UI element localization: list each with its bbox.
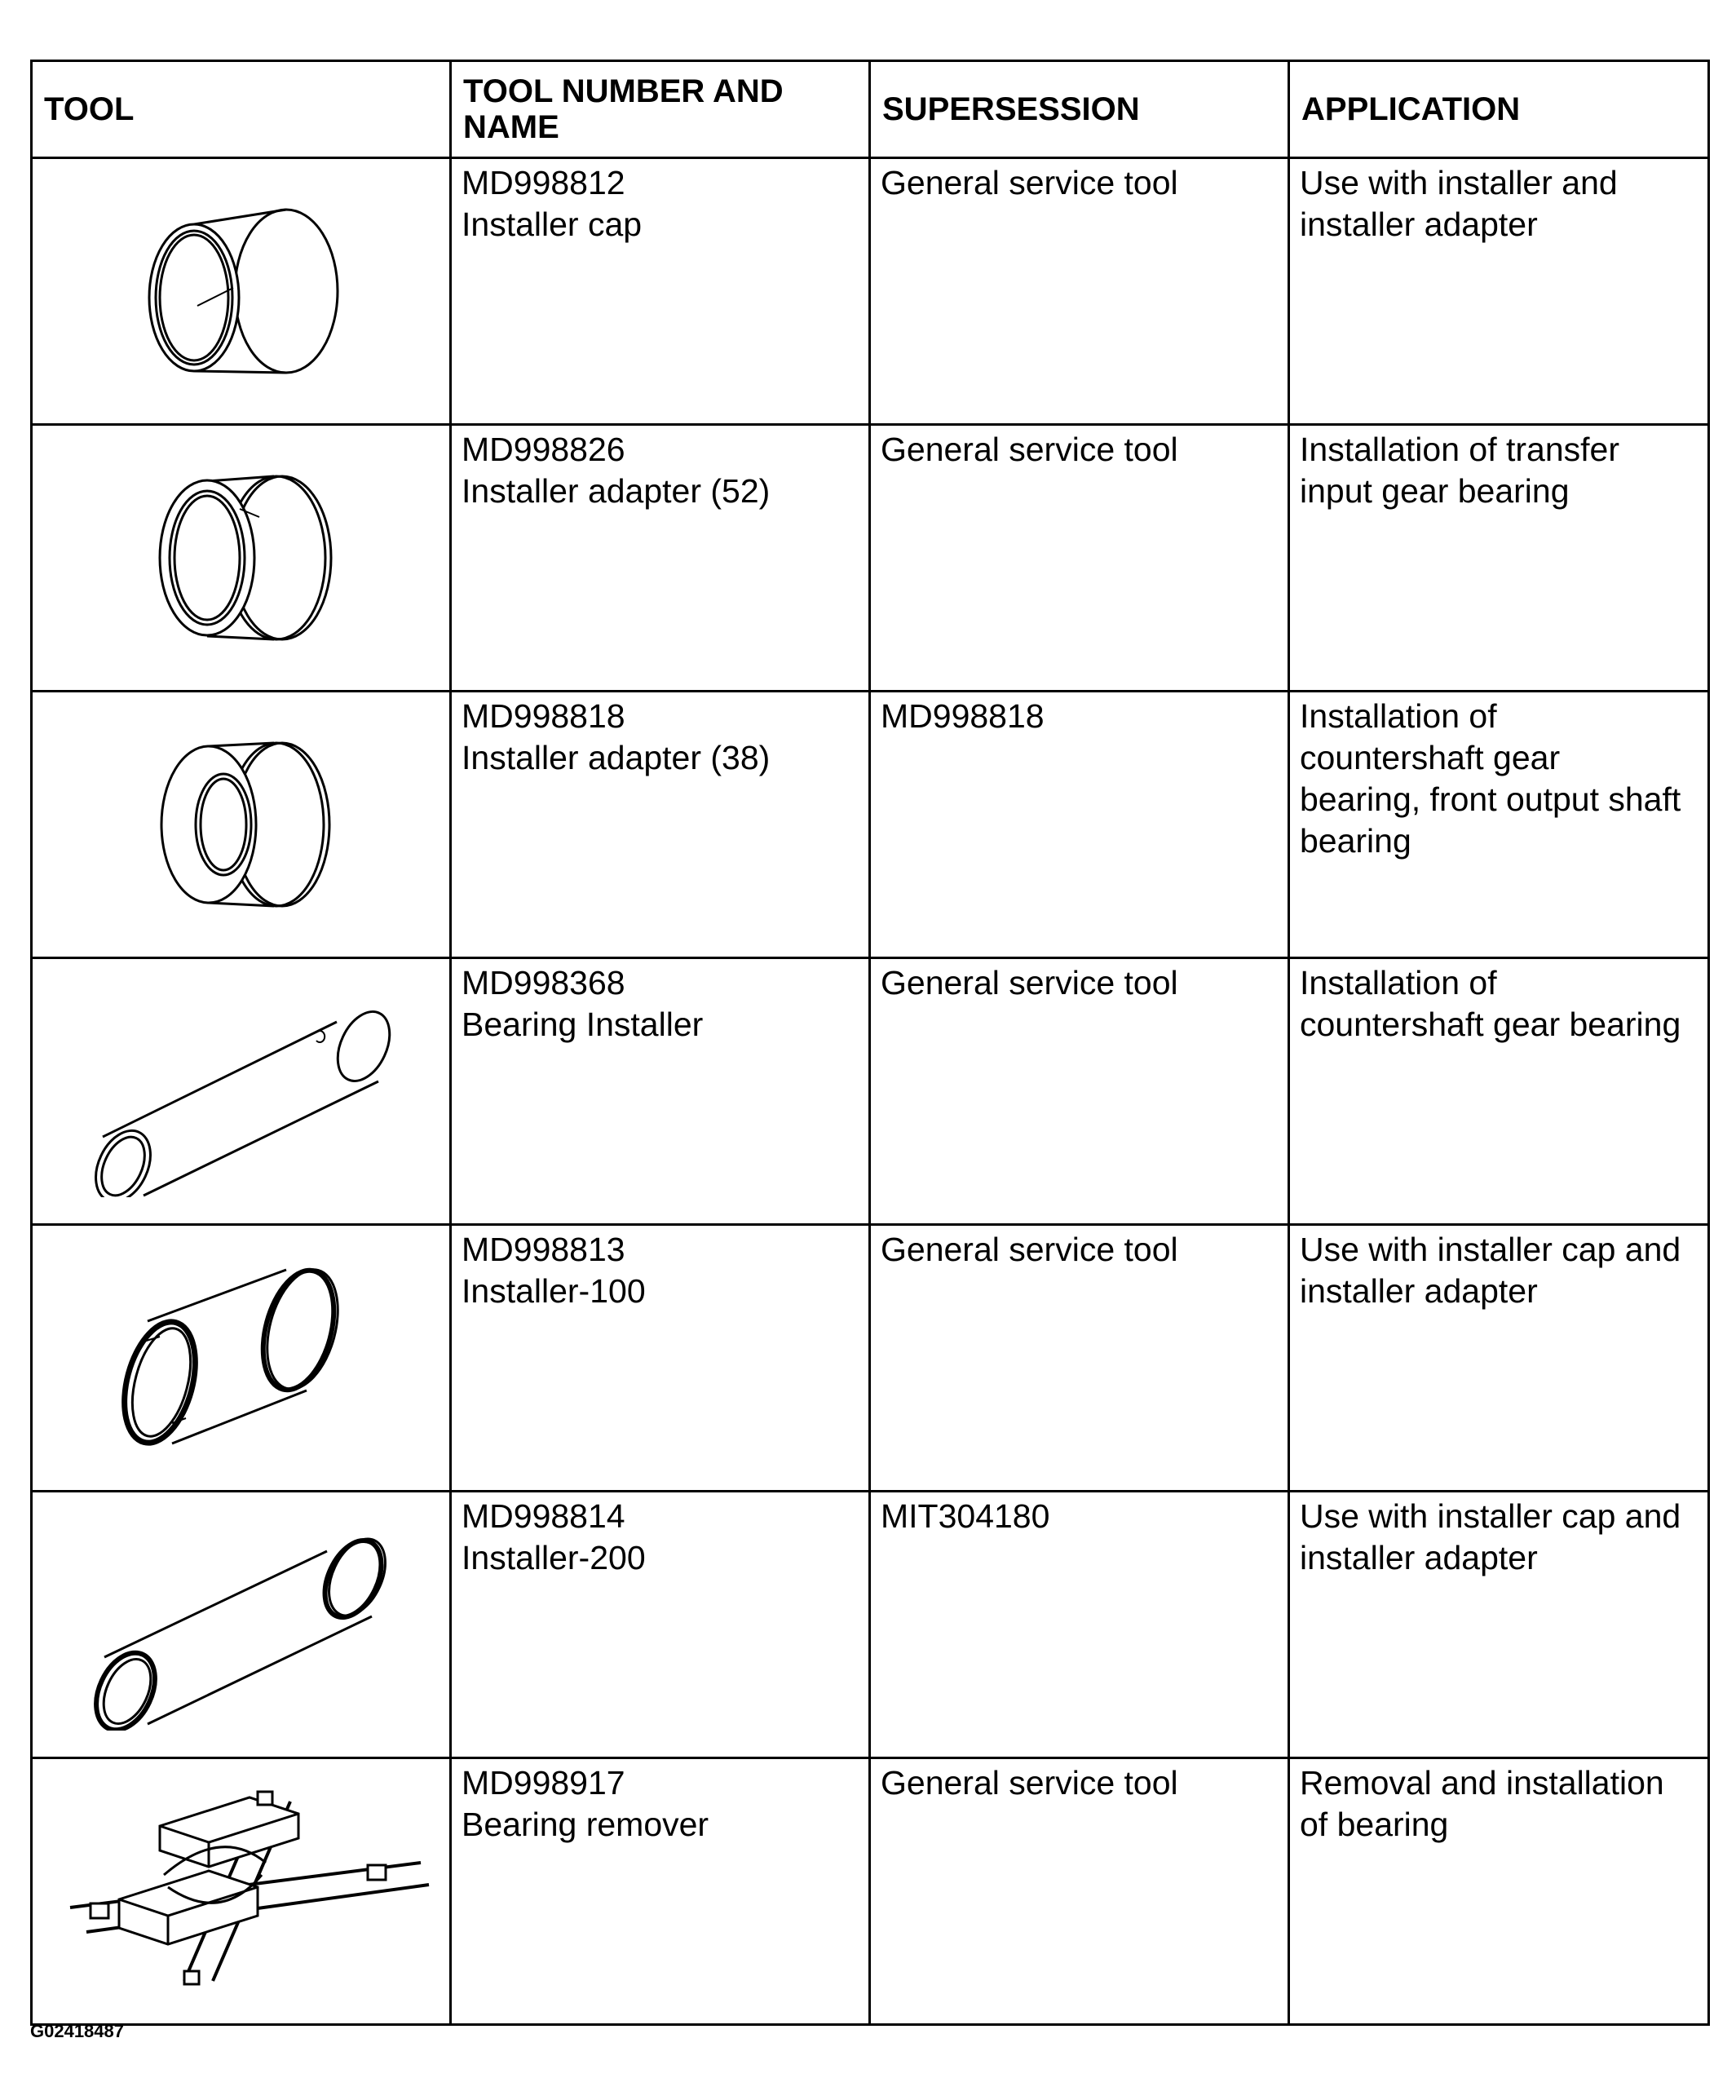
table-row [32,158,1709,425]
tool-illustration-cell [32,692,451,958]
application-cell: Installation of countershaft gear bearing, front output shaft bearing [1289,692,1709,958]
tool-name: Bearing remover [462,1806,709,1843]
table-row [32,958,1709,1225]
tool-number: MD998826 [462,431,625,468]
bearing-installer-icon [62,985,421,1197]
installer-adapter-52-icon [119,452,364,664]
table-row [32,1225,1709,1492]
tool-number-and-name-cell [451,692,870,958]
supersession-cell: General service tool [870,1758,1289,2025]
table-row [32,425,1709,692]
tool-number: MD998814 [462,1497,625,1535]
table-row [32,1758,1709,2025]
table-row [32,1492,1709,1758]
table-row [32,692,1709,958]
installer-adapter-38-icon [119,718,364,931]
application-cell: Use with installer and installer adapter [1289,158,1709,425]
tool-number: MD998368 [462,964,625,1001]
tool-illustration-cell [32,1225,451,1492]
supersession-cell: MIT304180 [870,1492,1289,1758]
tool-number: MD998813 [462,1231,625,1268]
tool-number: MD998917 [462,1764,625,1802]
application-cell: Use with installer cap and installer adapter [1289,1492,1709,1758]
installer-cap-icon [119,185,364,397]
special-tools-table [30,60,1710,2026]
header-tool: TOOL [32,61,451,158]
tool-illustration-cell [32,1758,451,2025]
tool-name: Installer adapter (52) [462,472,771,510]
tool-number: MD998812 [462,164,625,201]
tool-name: Installer-100 [462,1272,646,1310]
supersession-cell: General service tool [870,425,1289,692]
supersession-cell: MD998818 [870,692,1289,958]
supersession-cell: General service tool [870,1225,1289,1492]
tool-number-and-name-cell [451,158,870,425]
tool-name: Installer-200 [462,1539,646,1576]
supersession-cell: General service tool [870,158,1289,425]
bearing-remover-icon [46,1777,437,2005]
tool-name: Installer cap [462,206,643,243]
tool-name: Installer adapter (38) [462,739,771,776]
header-application: APPLICATION [1289,61,1709,158]
tool-illustration-cell [32,158,451,425]
installer-200-icon [62,1519,421,1731]
figure-id: G02418487 [30,2021,124,2041]
application-cell: Removal and installation of bearing [1289,1758,1709,2025]
header-tool-number-and-name: TOOL NUMBER AND NAME [451,61,870,158]
tool-number: MD998818 [462,697,625,735]
tool-number-and-name-cell [451,1758,870,2025]
tool-name: Bearing Installer [462,1006,704,1043]
installer-100-icon [103,1252,380,1464]
header-supersession: SUPERSESSION [870,61,1289,158]
application-cell: Installation of transfer input gear bearing [1289,425,1709,692]
table-header-row [32,61,1709,158]
tool-illustration-cell [32,958,451,1225]
tool-illustration-cell [32,425,451,692]
supersession-cell: General service tool [870,958,1289,1225]
application-cell: Use with installer cap and installer adapter [1289,1225,1709,1492]
tool-number-and-name-cell [451,425,870,692]
tool-illustration-cell [32,1492,451,1758]
tool-number-and-name-cell [451,1492,870,1758]
tool-number-and-name-cell [451,1225,870,1492]
application-cell: Installation of countershaft gear bearing [1289,958,1709,1225]
tool-number-and-name-cell [451,958,870,1225]
